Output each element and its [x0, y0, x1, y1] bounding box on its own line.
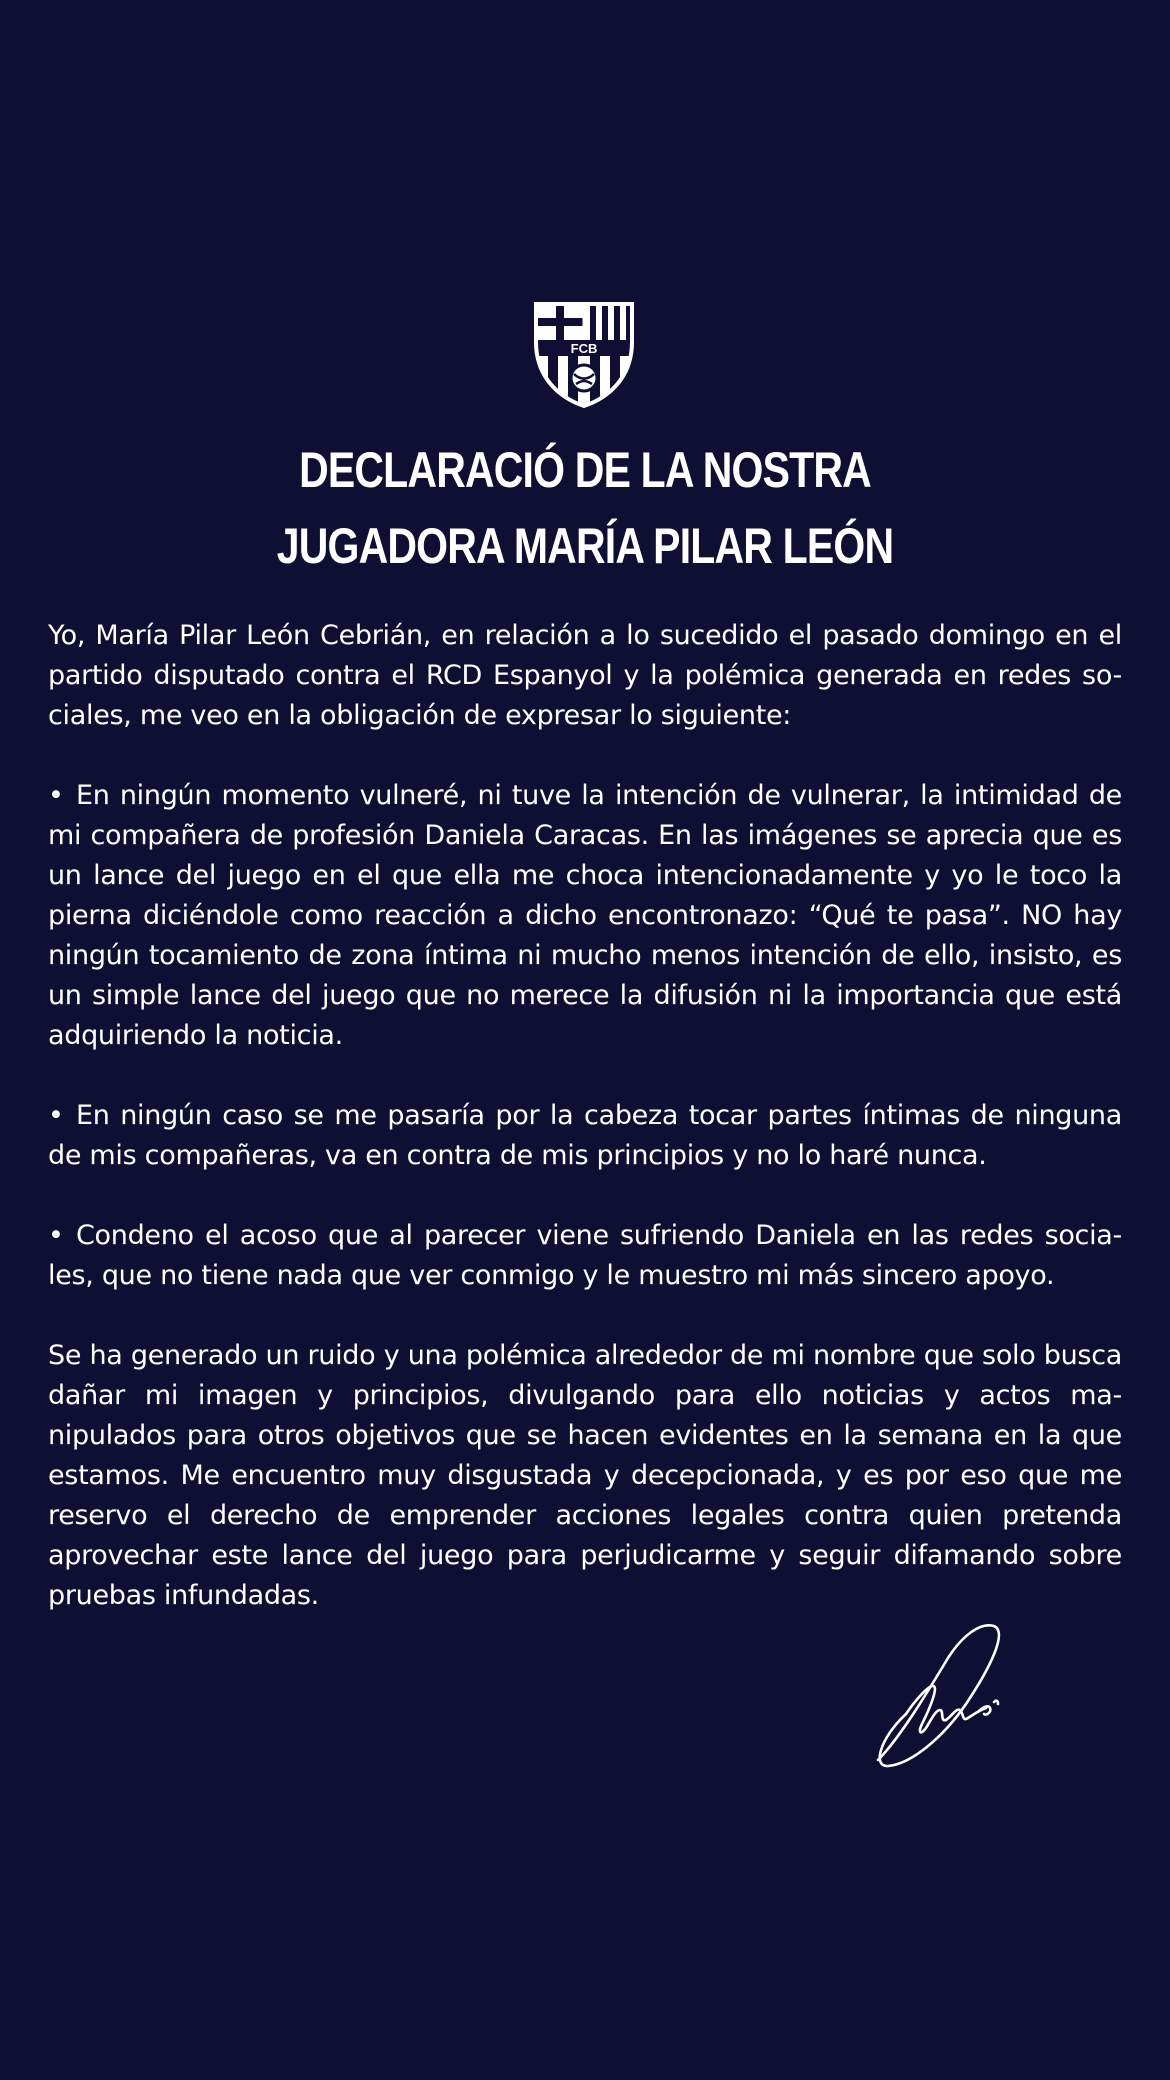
title-line-2: JUGADORA MARÍA PILAR LEÓN [276, 518, 894, 574]
title-line-1: DECLARACIÓ DE LA NOSTRA [299, 442, 871, 498]
fc-barcelona-crest-icon [530, 298, 638, 410]
bullet-item-2 [48, 1096, 1122, 1176]
page-title [105, 432, 1064, 584]
bullet-item-3-text: Condeno el acoso que al parecer viene sufriendo Daniela en las redes socia-les, que no tiene nada que ver conmigo y le muestro mi más sincero apoyo. [48, 1220, 1122, 1291]
intro-paragraph: Yo, María Pilar León Cebrián, en relación a lo sucedido el pasado domingo en el partido disputado contra el RCD Espanyol y la polémica generada en redes so-ciales, me veo en la obligación de expresar lo siguiente: [48, 620, 1122, 731]
closing-paragraph: Se ha generado un ruido y una polémica alrededor de mi nombre que solo busca dañar mi imagen y principios, divulgando para ello noticias y actos ma-nipulados para otros objetivos que se hacen evidentes en la semana en la que estamos. Me encuentro muy disgustada y decepcionada, y es por eso que me reservo el derecho de emprender acciones legales contra quien pretenda aprovechar este lance del juego para perjudicarme y seguir difamando sobre pruebas infundadas. [48, 1340, 1122, 1611]
bullet-item-1-text: En ningún momento vulneré, ni tuve la intención de vulnerar, la intimidad de mi compañera de profesión Daniela Caracas. En las imágenes se aprecia que es un lance del juego en el que ella me choca intencionadamente y yo le toco la pierna diciéndole como reacción a dicho encontronazo: “Qué te pasa”. NO hay ningún tocamiento de zona íntima ni mucho menos intención de ello, insisto, es un simple lance del juego que no merece la difusión ni la importancia que está adquiriendo la noticia. [48, 780, 1122, 1051]
crest-fcb-text: FCB [570, 341, 598, 356]
bullet-item-3 [48, 1216, 1122, 1296]
bullet-item-2-text: En ningún caso se me pasaría por la cabeza tocar partes íntimas de ninguna de mis compañeras, va en contra de mis principios y no lo haré nunca. [48, 1100, 1122, 1171]
bullet-item-1 [48, 776, 1122, 1056]
statement-body [48, 616, 1122, 1656]
handwritten-signature-icon [870, 1618, 1010, 1768]
